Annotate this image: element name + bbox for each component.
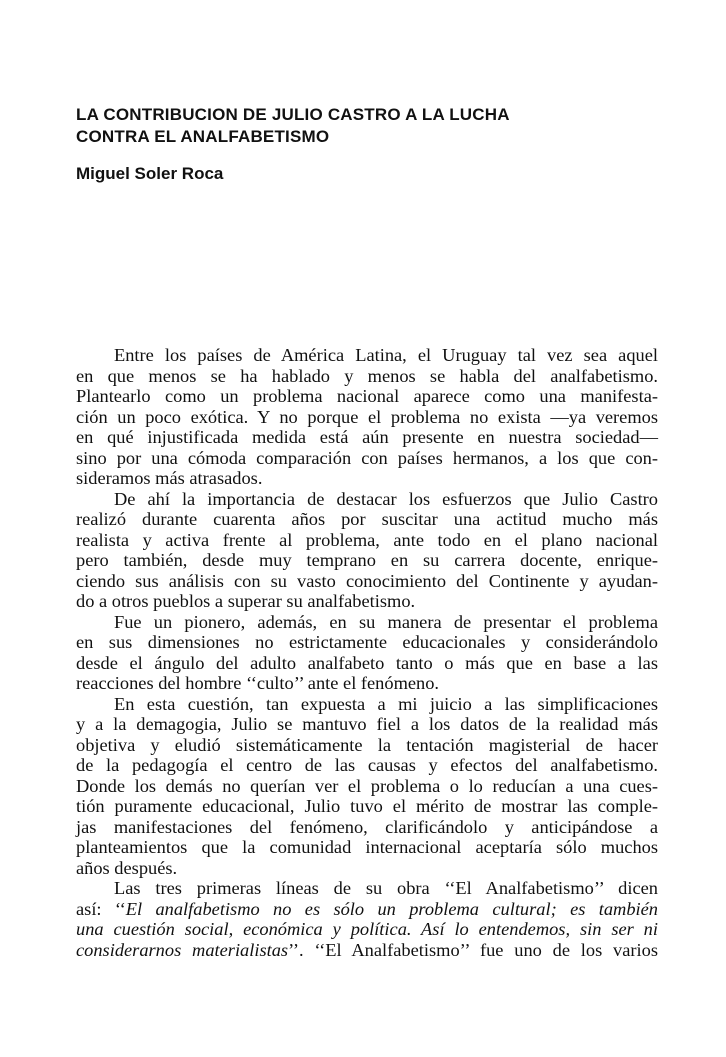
paragraph-4 — [76, 694, 658, 879]
text-run: así: ‘‘ — [76, 898, 126, 919]
quote-italic-line: una cuestión social, económica y política. Así lo entendemos, sin ser ni — [76, 919, 658, 939]
text-run: ’’. ‘‘El Analfabetismo’’ fue uno de los varios — [288, 939, 658, 960]
text-line: en que menos se ha hablado y menos se habla del analfabetismo. — [76, 365, 658, 386]
author-name: Miguel Soler Roca — [76, 164, 224, 183]
text-line-mixed — [76, 899, 658, 920]
text-line: tión puramente educacional, Julio tuvo el mérito de mostrar las comple- — [76, 796, 658, 816]
text-line: Entre los países de América Latina, el Uruguay tal vez sea aquel — [114, 345, 658, 365]
quote-italic-run: considerarnos materialistas — [76, 939, 289, 960]
text-line: En esta cuestión, tan expuesta a mi juicio a las simplificaciones — [114, 693, 658, 714]
text-line: do a otros pueblos a superar su analfabetismo. — [76, 591, 416, 611]
text-line: años después. — [76, 857, 178, 878]
text-line: en sus dimensiones no estrictamente educacionales y considerándolo — [76, 632, 658, 652]
text-line: planteamientos que la comunidad internacional aceptaría sólo muchos — [76, 837, 658, 857]
paragraph-3 — [76, 612, 658, 694]
title-line-2: CONTRA EL ANALFABETISMO — [76, 127, 330, 146]
text-line: sino por una cómoda comparación con países hermanos, a los que con- — [76, 447, 658, 468]
text-line: desde el ángulo del adulto analfabeto tanto o más que en base a las — [76, 652, 658, 673]
text-line: jas manifestaciones del fenómeno, clarificándolo y anticipándose a — [76, 816, 658, 837]
text-line: en qué injustificada medida está aún presente en nuestra sociedad— — [76, 427, 658, 447]
text-line: Donde los demás no querían ver el problema o lo reducían a una cues- — [76, 775, 658, 796]
text-line: realista y activa frente al problema, ante todo en el plano nacional — [76, 529, 658, 550]
text-line: realizó durante cuarenta años por suscitar una actitud mucho más — [76, 509, 658, 529]
text-line-mixed — [76, 940, 658, 961]
title-line-1: LA CONTRIBUCION DE JULIO CASTRO A LA LUCHA — [76, 105, 510, 124]
text-line: Las tres primeras líneas de su obra ‘‘El Analfabetismo’’ dicen — [114, 878, 658, 898]
article-body — [76, 345, 658, 960]
text-line: Fue un pionero, además, en su manera de presentar el problema — [114, 611, 658, 632]
paragraph-2 — [76, 489, 658, 612]
paragraph-1 — [76, 345, 658, 489]
text-line: Plantearlo como un problema nacional aparece como una manifesta- — [76, 386, 658, 406]
paragraph-5 — [76, 878, 658, 960]
text-line: ciendo sus análisis con su vasto conocimiento del Continente y ayudan- — [76, 570, 658, 591]
text-line: De ahí la importancia de destacar los esfuerzos que Julio Castro — [114, 488, 658, 509]
text-line: objetiva y eludió sistemáticamente la tentación magisterial de hacer — [76, 734, 658, 755]
text-line: reacciones del hombre ‘‘culto’’ ante el fenómeno. — [76, 673, 440, 693]
article-title — [76, 104, 676, 148]
text-line: pero también, desde muy temprano en su carrera docente, enrique- — [76, 550, 658, 570]
text-line: ción un poco exótica. Y no porque el problema no exista —ya veremos — [76, 406, 658, 427]
text-line: de la pedagogía el centro de las causas y efectos del analfabetismo. — [76, 755, 658, 775]
text-line: y a la demagogia, Julio se mantuvo fiel a los datos de la realidad más — [76, 714, 658, 734]
quote-italic-run: El analfabetismo no es sólo un problema cultural; es también — [125, 898, 658, 919]
text-line: sideramos más atrasados. — [76, 468, 263, 488]
